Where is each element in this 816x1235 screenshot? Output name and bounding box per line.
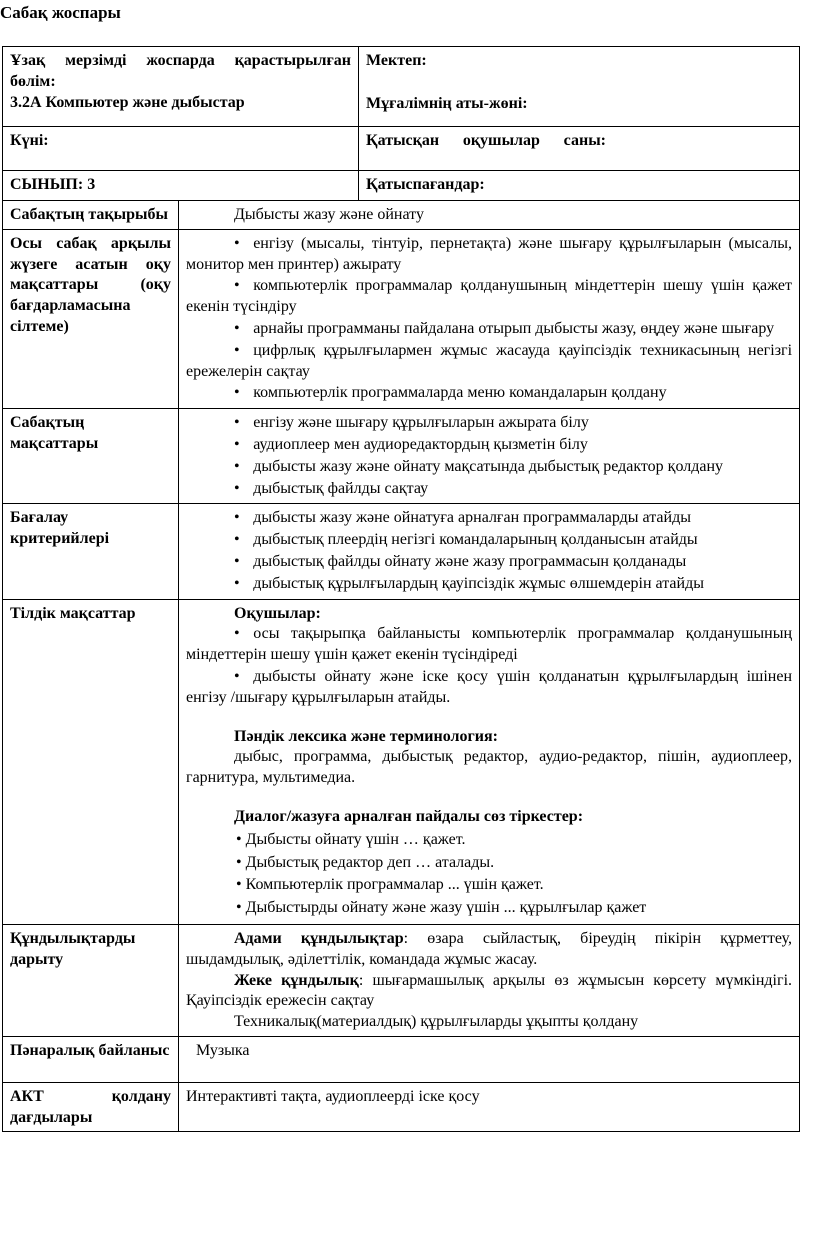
criteria-list	[179, 504, 800, 599]
bullet-icon: •	[234, 414, 240, 432]
language-row	[3, 599, 800, 924]
bullet-icon: •	[234, 667, 240, 685]
bullet-icon: •	[234, 625, 240, 643]
present-cell	[359, 127, 800, 171]
date-cell	[3, 127, 359, 171]
lesson-plan-table	[2, 46, 800, 1132]
bullet-icon: •	[234, 479, 240, 497]
bullet-icon: •	[234, 574, 240, 592]
bullet-icon: •	[234, 509, 240, 527]
lesson-objectives-row	[3, 409, 800, 504]
dialog-heading: Диалог/жазуға арналған пайдалы сөз тіркестер:	[234, 807, 584, 825]
long-term-plan-value: 3.2А Компьютер және дыбыстар	[10, 93, 245, 111]
topic-label: Сабақтың тақырыбы	[3, 201, 179, 230]
criteria-label: Бағалау критерийлері	[3, 504, 179, 599]
criteria-row	[3, 504, 800, 599]
list-item: • дыбысты жазу және ойнатуға арналған программаларды атайды	[186, 508, 792, 529]
bullet-icon: •	[234, 457, 240, 475]
list-item: • Компьютерлік программалар ... үшін қажет.	[236, 876, 544, 894]
list-item: • дыбыстық плеердің негізгі командаларының қолданысын атайды	[186, 530, 792, 551]
topic-row	[3, 201, 800, 230]
list-item: • арнайы программаны пайдалана отырып дыбысты жазу, өңдеу және шығару	[186, 319, 792, 340]
list-item: • Дыбыстырды ойнату және жазу үшін ... құрылғылар қажет	[236, 899, 647, 917]
bullet-icon: •	[234, 552, 240, 570]
long-term-plan-label: Ұзақ мерзімді жоспарда қарастырылған бөлім:	[10, 52, 352, 90]
cross-curricular-row	[3, 1036, 800, 1082]
ict-row	[3, 1082, 800, 1132]
language-content	[179, 599, 800, 924]
bullet-icon: •	[236, 899, 242, 917]
values-tech: Техникалық(материалдық) құрылғыларды ұқыпты қолдану	[234, 1013, 639, 1031]
list-item: • дыбыстық құрылғылардың қауіпсіздік жұмыс өлшемдерін атайды	[186, 574, 792, 595]
values-content	[179, 924, 800, 1036]
school-label: Мектеп:	[366, 52, 427, 69]
list-item: • дыбысты жазу және ойнату мақсатында дыбыстық редактор қолдану	[186, 457, 792, 478]
header-row-date	[3, 127, 800, 171]
ict-value: Интерактивті тақта, аудиоплеерді іске қосу	[186, 1087, 480, 1105]
date-label: Күні:	[10, 132, 49, 149]
bullet-icon: •	[234, 341, 240, 359]
bullet-icon: •	[234, 531, 240, 549]
list-item: • енгізу және шығару құрылғыларын ажырата білу	[186, 413, 792, 434]
header-row-class	[3, 171, 800, 201]
bullet-icon: •	[234, 234, 240, 252]
document-title: Сабақ жоспары	[0, 3, 121, 22]
header-row-section	[3, 47, 800, 127]
bullet-icon: •	[234, 319, 240, 337]
list-item: • Дыбыстық редактор деп … аталады.	[236, 853, 495, 871]
long-term-plan-cell	[3, 47, 359, 127]
vocab-text: дыбыс, программа, дыбыстық редактор, аудио-редактор, пішін, аудиоплеер, гарнитура, мультимедиа.	[186, 748, 793, 787]
list-item: • компьютерлік программаларда меню командаларын қолдану	[186, 383, 792, 404]
cross-curricular-label: Пәнаралық байланыс	[3, 1036, 179, 1082]
list-item: • аудиоплеер мен аудиоредактордың қызметін білу	[186, 435, 792, 456]
list-item: • осы тақырыпқа байланысты компьютерлік программалар қолданушының міндеттерін шешу үшін қажет екенін түсіндіреді	[186, 625, 793, 664]
cross-curricular-cell	[179, 1036, 800, 1082]
list-item: • дыбысты ойнату және іске қосу үшін қолданатын құрылғылардың ішінен енгізу /шығару құрылғыларын атайды.	[186, 667, 793, 706]
bullet-icon: •	[236, 853, 242, 871]
students-heading: Оқушылар:	[234, 604, 321, 622]
cross-curricular-value: Музыка	[196, 1041, 250, 1059]
list-item: • цифрлық құрылғылармен жұмыс жасауда қауіпсіздік техникасының негізгі ережелерін сақтау	[186, 341, 793, 380]
topic-value-cell	[179, 201, 800, 230]
lesson-objectives-list	[179, 409, 800, 504]
class-cell	[3, 171, 359, 201]
school-teacher-cell	[359, 47, 800, 127]
values-human: Адами құндылықтар: өзара сыйластық, біреудің пікірін құрметтеу, шыдамдылық, әділеттілік, командада жұмыс жасау.	[186, 929, 793, 968]
values-label: Құндылықтарды дарыту	[3, 924, 179, 1036]
bullet-icon: •	[234, 384, 240, 402]
bullet-icon: •	[234, 435, 240, 453]
learning-objectives-label: Осы сабақ арқылы жүзеге асатын оқу мақсаттары (оқу бағдарламасына сілтеме)	[3, 229, 179, 408]
list-item: • енгізу (мысалы, тінтуір, пернетақта) және шығару құрылғыларын (мысалы, монитор мен принтер) ажырату	[186, 234, 793, 273]
ict-cell	[179, 1082, 800, 1132]
bullet-icon: •	[236, 876, 242, 894]
list-item: • дыбыстық файлды ойнату және жазу программасын қолданады	[186, 552, 792, 573]
present-label: Қатысқан оқушылар саны:	[366, 132, 607, 149]
values-row	[3, 924, 800, 1036]
list-item: • дыбыстық файлды сақтау	[186, 479, 792, 500]
learning-objectives-row	[3, 229, 800, 408]
values-personal: Жеке құндылық: шығармашылық арқылы өз жұмысын көрсету мүмкіндігі. Қауіпсіздік ережесін сақтау	[186, 971, 793, 1010]
topic-value: Дыбысты жазу және ойнату	[234, 206, 424, 223]
class-label: СЫНЫП: 3	[10, 176, 96, 193]
ict-label: АКТ қолдану дағдылары	[3, 1082, 179, 1132]
absent-label: Қатыспағандар:	[366, 176, 485, 193]
learning-objectives-list	[179, 229, 800, 408]
bullet-icon: •	[236, 830, 242, 848]
teacher-label: Мұғалімнің аты-жөні:	[366, 94, 528, 112]
absent-cell	[359, 171, 800, 201]
list-item: • компьютерлік программалар қолданушының міндеттерін шешу үшін қажет екенін түсіндіру	[186, 277, 793, 316]
lesson-objectives-label: Сабақтың мақсаттары	[3, 409, 179, 504]
list-item: • Дыбысты ойнату үшін … қажет.	[236, 830, 466, 848]
bullet-icon: •	[234, 277, 240, 295]
language-label: Тілдік мақсаттар	[3, 599, 179, 924]
vocab-heading: Пәндік лексика және терминология:	[234, 727, 498, 745]
